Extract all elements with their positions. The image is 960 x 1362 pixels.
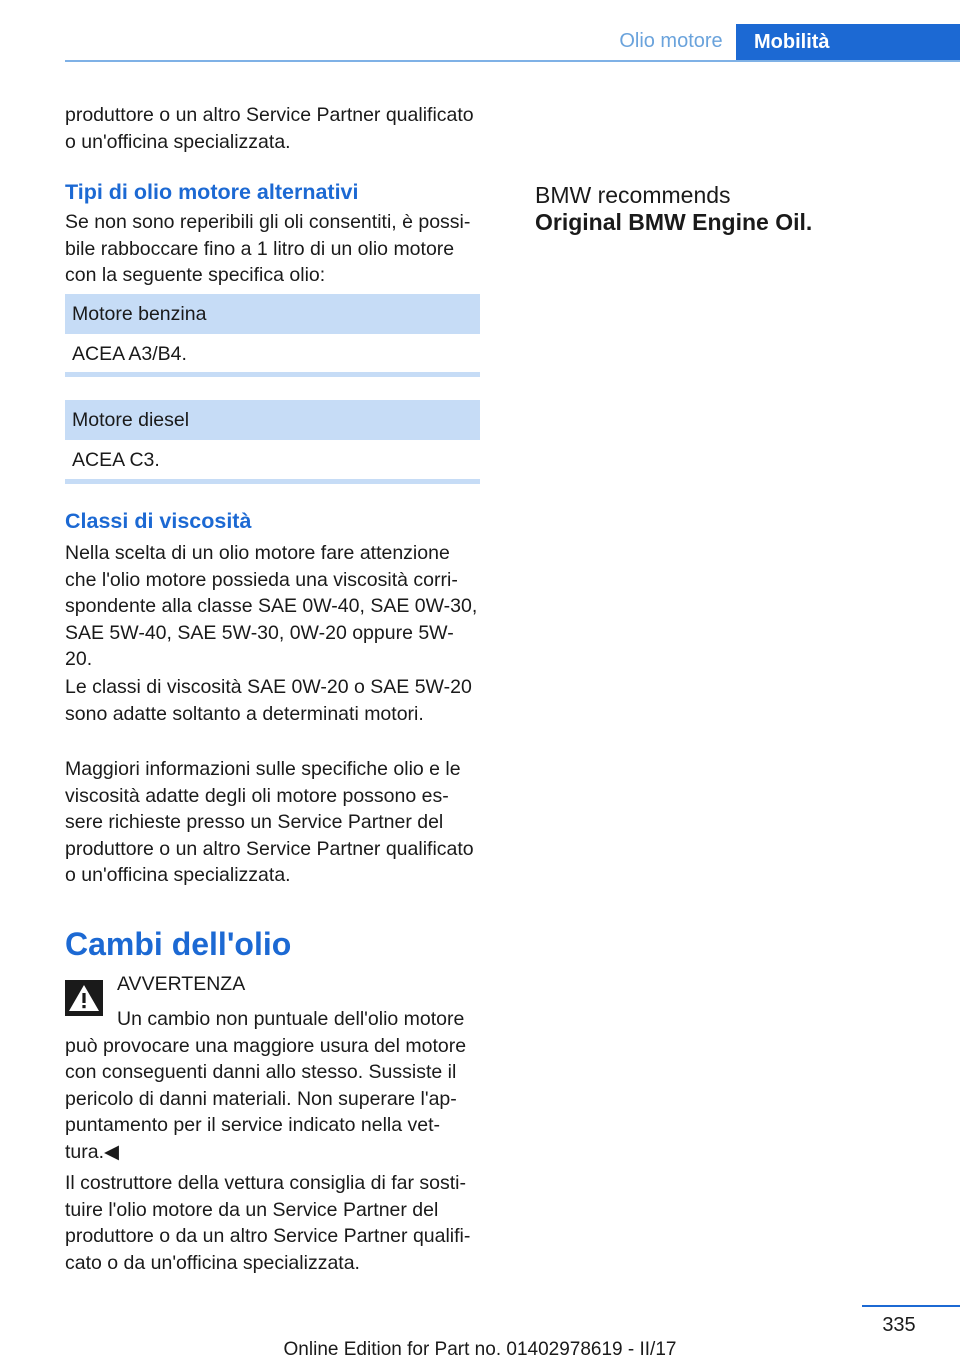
spec-table-diesel-head: Motore diesel [65,400,480,440]
warning-paragraph: Un cambio non puntuale dell'olio motore può provocare una maggiore usura del motore con conseguenti danni allo stesso. Sussiste il pericolo di danni materiali. Non superare l'appuntamento per il service indicato nella vettura.◀ [65,1008,467,1163]
viscosity-paragraph-1: Nella scelta di un olio motore fare attenzione che l'olio motore possieda una viscosità corrispondente alla classe SAE 0W-40, SAE 0W-30, SAE 5W-40, SAE 5W-30, 0W-20 oppure 5W-20. [65,542,478,670]
spec-table-petrol-head: Motore benzina [65,294,480,334]
spec-table-petrol-value: ACEA A3/B4. [72,343,187,365]
header-rule [65,60,960,62]
alt-oils-heading: Tipi di olio motore alternativi [65,180,359,204]
spec-table-diesel-rule [65,479,480,484]
edition-note: Online Edition for Part no. 01402978619 - II/17 [283,1339,677,1360]
viscosity-paragraph-2: Le classi di viscosità SAE 0W-20 o SAE 5W-20 sono adatte soltanto a determinati motori. [65,676,472,725]
spec-table-petrol-rule [65,372,480,377]
spec-table-diesel-value: ACEA C3. [72,449,160,471]
header-section-title: Olio motore [619,30,723,52]
advert-line-2: Original BMW Engine Oil. [535,209,813,235]
oil-change-paragraph: Il costruttore della vettura consiglia di far sostituire l'olio motore da un Service Partner del produttore o da un altro Service Partner qualificato o da un'officina specializzata. [65,1172,471,1274]
bmw-oil-advert [535,182,812,236]
footer-rule [862,1305,960,1307]
intro-paragraph: produttore o un altro Service Partner qualificato o un'officina specializzata. [65,104,474,153]
advert-line-1: BMW recommends [535,182,731,208]
alt-oils-paragraph: Se non sono reperibili gli oli consentiti, è possibile rabboccare fino a 1 litro di un olio motore con la seguente specifica olio: [65,211,471,286]
oil-change-heading: Cambi dell'olio [65,926,292,962]
viscosity-heading: Classi di viscosità [65,509,252,533]
header-chapter-tab: Mobilità [736,24,960,61]
warning-title: AVVERTENZA [117,973,246,995]
page-number: 335 [882,1314,916,1336]
viscosity-paragraph-3: Maggiori informazioni sulle specifiche olio e le viscosità adatte degli oli motore possono essere richieste presso un Service Partner del produttore o un altro Service Partner qualificato o un'officina specializzata. [65,758,474,886]
